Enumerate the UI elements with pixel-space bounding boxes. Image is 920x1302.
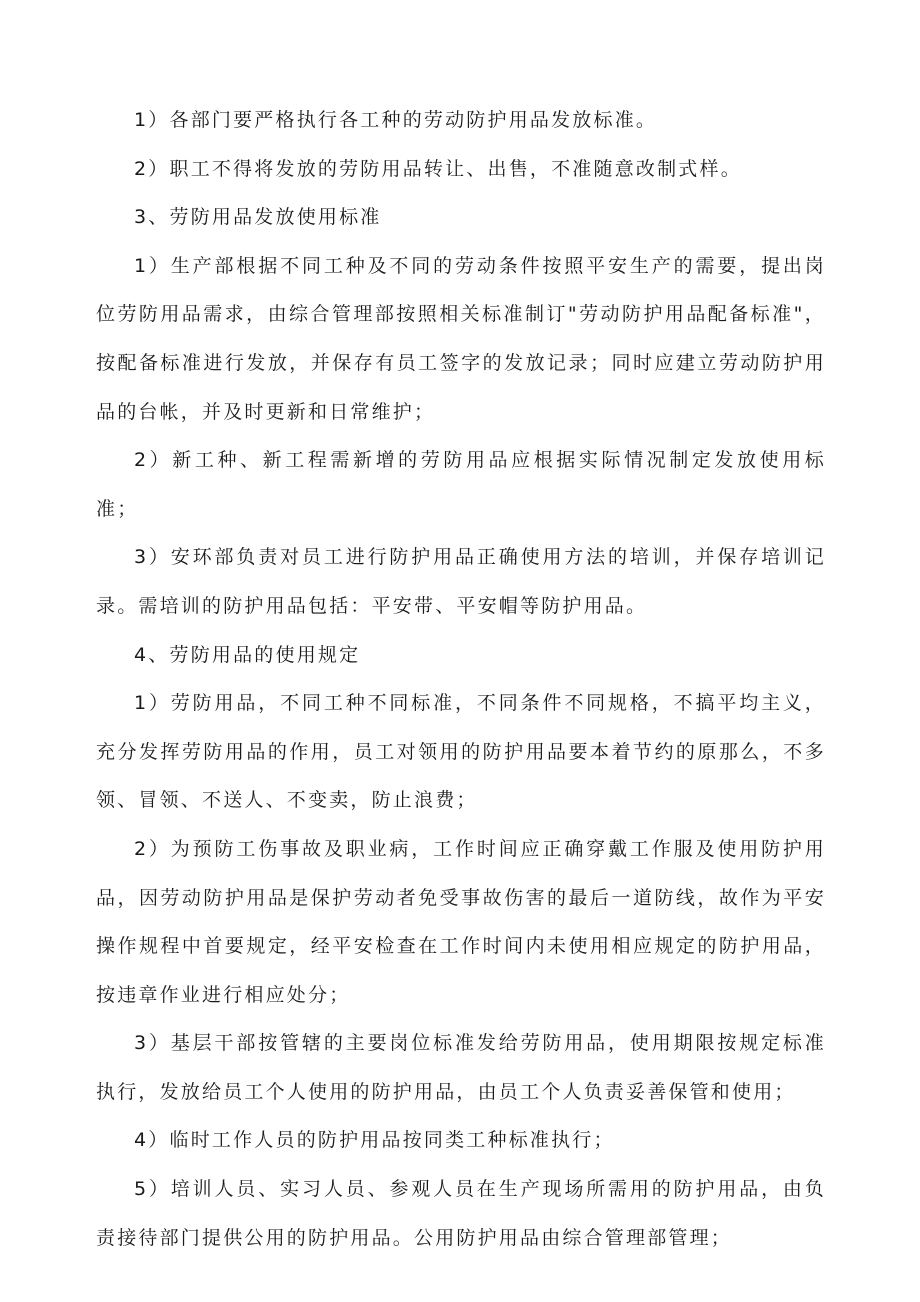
paragraph-2: 2）职工不得将发放的劳防用品转让、出售，不准随意改制式样。 xyxy=(134,157,742,180)
paragraph-3: 1）生产部根据不同工种及不同的劳动条件按照平安生产的需要，提出岗位劳防用品需求，由综合管理部按照相关标准制订"劳动防护用品配备标准"，按配备标准进行发放，并保存有员工签字的发放记录；同时应建立劳动防护用品的台帐，并及时更新和日常维护； xyxy=(96,254,826,423)
paragraph-8: 3）基层干部按管辖的主要岗位标准发给劳防用品，使用期限按规定标准执行，发放给员工个人使用的防护用品，由员工个人负责妥善保管和使用； xyxy=(96,1032,826,1103)
paragraph-10: 5）培训人员、实习人员、参观人员在生产现场所需用的防护用品，由负责接待部门提供公用的防护用品。公用防护用品由综合管理部管理； xyxy=(96,1178,826,1249)
paragraph-7: 2）为预防工伤事故及职业病，工作时间应正确穿戴工作服及使用防护用品，因劳动防护用品是保护劳动者免受事故伤害的最后一道防线，故作为平安操作规程中首要规定，经平安检查在工作时间内未使用相应规定的防护用品，按违章作业进行相应处分； xyxy=(96,837,826,1006)
document-body xyxy=(96,96,826,1262)
paragraph-9: 4）临时工作人员的防护用品按同类工种标准执行； xyxy=(134,1129,615,1152)
section-heading-3: 3、劳防用品发放使用标准 xyxy=(134,206,382,229)
paragraph-4: 2）新工种、新工程需新增的劳防用品应根据实际情况制定发放使用标准； xyxy=(96,449,826,520)
section-heading-4: 4、劳防用品的使用规定 xyxy=(134,643,361,666)
paragraph-5: 3）安环部负责对员工进行防护用品正确使用方法的培训，并保存培训记录。需培训的防护用品包括：平安带、平安帽等防护用品。 xyxy=(96,546,826,617)
paragraph-6: 1）劳防用品，不同工种不同标准，不同条件不同规格，不搞平均主义，充分发挥劳防用品的作用，员工对领用的防护用品要本着节约的原那么，不多领、冒领、不送人、不变卖，防止浪费； xyxy=(96,692,826,812)
paragraph-1: 1）各部门要严格执行各工种的劳动防护用品发放标准。 xyxy=(134,109,658,131)
